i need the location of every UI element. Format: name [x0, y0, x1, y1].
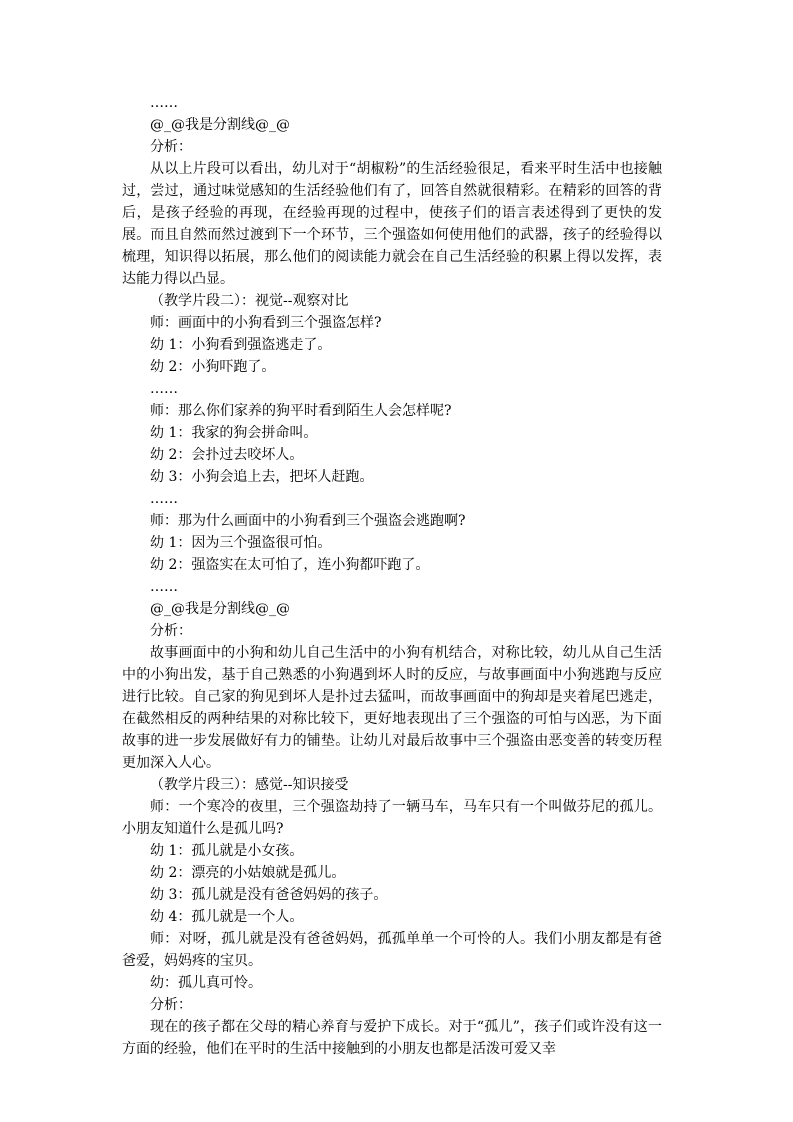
analysis-heading: 分析： [150, 997, 192, 1013]
dialogue-line: 幼 1：孤儿就是小女孩。 [150, 843, 304, 859]
dialogue-paragraph: 师：一个寒冷的夜里，三个强盗劫持了一辆马车，马车只有一个叫做芬尼的孤儿。小朋友知道什么是孤儿吗? [122, 799, 662, 837]
section-heading: （教学片段三）：感觉--知识接受 [150, 777, 349, 793]
dialogue-line: 幼 1：小狗看到强盗逃走了。 [150, 337, 332, 353]
dialogue-line: 幼 4：孤儿就是一个人。 [150, 909, 304, 925]
dialogue-line: 师：画面中的小狗看到三个强盗怎样? [150, 315, 382, 331]
dialogue-line: 师：那么你们家养的狗平时看到陌生人会怎样呢? [150, 403, 452, 419]
section-heading: （教学片段二）：视觉--观察对比 [150, 293, 349, 309]
analysis-paragraph: 从以上片段可以看出，幼儿对于“胡椒粉”的生活经验很足，看来平时生活中也接触过，尝过，通过味觉感知的生活经验他们有了，回答自然就很精彩。在精彩的回答的背后，是孩子经验的再现，在经验再现的过程中，使孩子们的语言表述得到了更快的发展。而且自然而然过渡到下一个环节，三个强盗如何使用他们的武器，孩子的经验得以梳理，知识得以拓展，那么他们的阅读能力就会在自己生活经验的积累上得以发挥，表达能力得以凸显。 [122, 161, 662, 287]
analysis-paragraph: 故事画面中的小狗和幼儿自己生活中的小狗有机结合，对称比较，幼儿从自己生活中的小狗出发，基于自己熟悉的小狗遇到坏人时的反应，与故事画面中小狗逃跑与反应进行比较。自己家的狗见到坏人是扑过去猛叫，而故事画面中的狗却是夹着尾巴逃走，在截然相反的两种结果的对称比较下，更好地表现出了三个强盗的可怕与凶恶，为下面故事的进一步发展做好有力的铺垫。让幼儿对最后故事中三个强盗由恶变善的转变历程更加深入人心。 [122, 645, 662, 771]
divider-line: @_@我是分割线@_@ [150, 117, 290, 133]
ellipsis-line: …… [150, 579, 178, 595]
dialogue-line: 幼 3：小狗会追上去，把坏人赶跑。 [150, 469, 374, 485]
ellipsis-line: …… [150, 95, 178, 111]
document-page [122, 92, 662, 1060]
dialogue-line: 幼 1：因为三个强盗很可怕。 [150, 535, 332, 551]
dialogue-line: 幼 1：我家的狗会拼命叫。 [150, 425, 318, 441]
divider-line: @_@我是分割线@_@ [150, 601, 290, 617]
ellipsis-line: …… [150, 381, 178, 397]
dialogue-line: 幼 2：强盗实在太可怕了，连小狗都吓跑了。 [150, 557, 430, 573]
analysis-heading: 分析： [150, 139, 192, 155]
dialogue-line: 幼：孤儿真可怜。 [150, 975, 262, 991]
analysis-heading: 分析： [150, 623, 192, 639]
dialogue-line: 幼 2：小狗吓跑了。 [150, 359, 276, 375]
ellipsis-line: …… [150, 491, 178, 507]
dialogue-paragraph: 师：对呀，孤儿就是没有爸爸妈妈，孤孤单单一个可怜的人。我们小朋友都是有爸爸爱，妈妈疼的宝贝。 [122, 931, 662, 969]
dialogue-line: 幼 2：漂亮的小姑娘就是孤儿。 [150, 865, 346, 881]
dialogue-line: 幼 2：会扑过去咬坏人。 [150, 447, 304, 463]
dialogue-line: 幼 3：孤儿就是没有爸爸妈妈的孩子。 [150, 887, 388, 903]
dialogue-line: 师：那为什么画面中的小狗看到三个强盗会逃跑啊? [150, 513, 466, 529]
analysis-paragraph: 现在的孩子都在父母的精心养育与爱护下成长。对于“孤儿”，孩子们或许没有这一方面的经验，他们在平时的生活中接触到的小朋友也都是活泼可爱又幸 [122, 1019, 662, 1057]
